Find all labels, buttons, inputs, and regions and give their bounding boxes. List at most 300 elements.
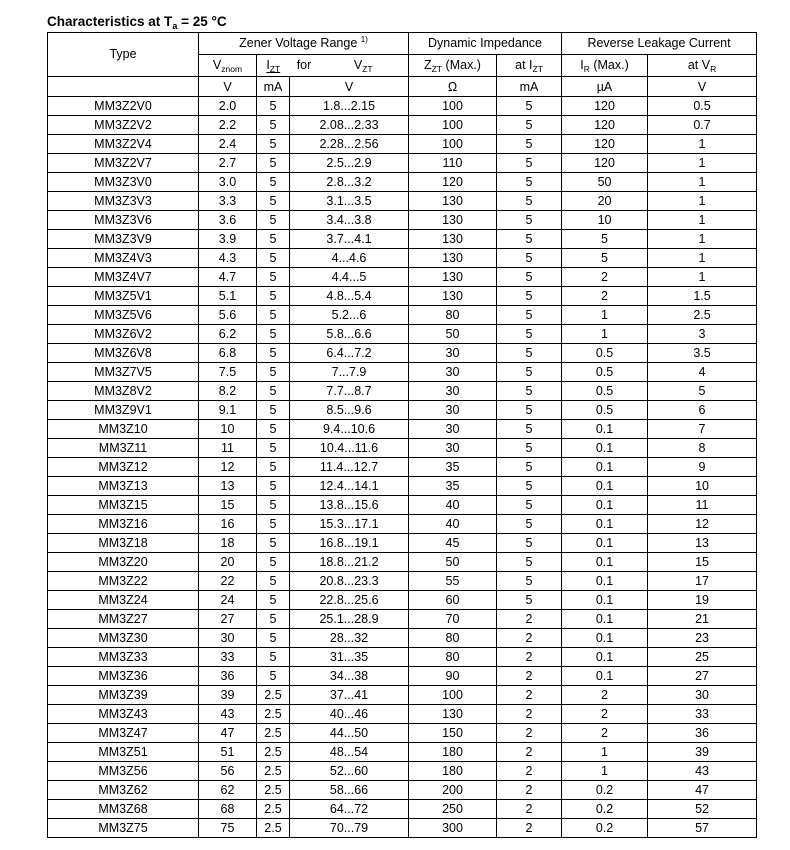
cell-at-izt: 2 <box>497 648 562 667</box>
cell-ir-max: 0.1 <box>562 648 648 667</box>
cell-vznom: 10 <box>199 420 257 439</box>
header-row-groups <box>48 33 757 55</box>
table-row <box>48 116 757 135</box>
cell-zzt-max: 130 <box>409 230 497 249</box>
cell-type: MM3Z7V5 <box>48 363 199 382</box>
cell-at-izt: 5 <box>497 572 562 591</box>
at-izt-header: at $I_{ZT}$ <box>497 55 562 77</box>
cell-izt: 5 <box>257 154 290 173</box>
cell-vzt-range: 3.1...3.5 <box>290 192 409 211</box>
cell-vznom: 15 <box>199 496 257 515</box>
cell-type: MM3Z47 <box>48 724 199 743</box>
cell-vznom: 6.8 <box>199 344 257 363</box>
cell-vzt-range: 31...35 <box>290 648 409 667</box>
vznom-header: $V_{znom}$ <box>199 55 257 77</box>
cell-vznom: 9.1 <box>199 401 257 420</box>
cell-izt: 5 <box>257 192 290 211</box>
table-row <box>48 230 757 249</box>
cell-zzt-max: 110 <box>409 154 497 173</box>
cell-vznom: 5.6 <box>199 306 257 325</box>
cell-izt: 5 <box>257 401 290 420</box>
cell-vznom: 7.5 <box>199 363 257 382</box>
cell-zzt-max: 35 <box>409 458 497 477</box>
cell-at-vr: 11 <box>648 496 757 515</box>
cell-type: MM3Z30 <box>48 629 199 648</box>
cell-izt: 5 <box>257 553 290 572</box>
cell-vznom: 8.2 <box>199 382 257 401</box>
cell-at-izt: 5 <box>497 477 562 496</box>
cell-at-vr: 3 <box>648 325 757 344</box>
table-row <box>48 534 757 553</box>
cell-zzt-max: 55 <box>409 572 497 591</box>
cell-at-izt: 5 <box>497 154 562 173</box>
cell-zzt-max: 150 <box>409 724 497 743</box>
cell-ir-max: 2 <box>562 268 648 287</box>
cell-zzt-max: 30 <box>409 439 497 458</box>
cell-izt: 2.5 <box>257 800 290 819</box>
cell-type: MM3Z4V7 <box>48 268 199 287</box>
cell-vzt-range: 10.4...11.6 <box>290 439 409 458</box>
cell-type: MM3Z62 <box>48 781 199 800</box>
cell-vznom: 20 <box>199 553 257 572</box>
cell-vzt-range: 11.4...12.7 <box>290 458 409 477</box>
cell-izt: 2.5 <box>257 686 290 705</box>
cell-at-vr: 9 <box>648 458 757 477</box>
table-row <box>48 154 757 173</box>
cell-zzt-max: 35 <box>409 477 497 496</box>
cell-type: MM3Z18 <box>48 534 199 553</box>
cell-izt: 5 <box>257 496 290 515</box>
cell-vzt-range: 3.4...3.8 <box>290 211 409 230</box>
table-row <box>48 211 757 230</box>
cell-izt: 5 <box>257 591 290 610</box>
cell-vzt-range: 16.8...19.1 <box>290 534 409 553</box>
table-row <box>48 686 757 705</box>
cell-at-vr: 1 <box>648 192 757 211</box>
cell-zzt-max: 130 <box>409 211 497 230</box>
type-header: Type <box>48 33 199 77</box>
cell-vzt-range: 2.8...3.2 <box>290 173 409 192</box>
table-row <box>48 363 757 382</box>
cell-at-izt: 2 <box>497 724 562 743</box>
cell-vzt-range: 5.8...6.6 <box>290 325 409 344</box>
cell-vzt-range: 7...7.9 <box>290 363 409 382</box>
cell-izt: 5 <box>257 420 290 439</box>
cell-izt: 5 <box>257 534 290 553</box>
cell-type: MM3Z10 <box>48 420 199 439</box>
cell-zzt-max: 70 <box>409 610 497 629</box>
cell-vznom: 2.7 <box>199 154 257 173</box>
cell-vzt-range: 48...54 <box>290 743 409 762</box>
table-row <box>48 553 757 572</box>
cell-vznom: 6.2 <box>199 325 257 344</box>
cell-vznom: 2.0 <box>199 97 257 116</box>
cell-vznom: 2.4 <box>199 135 257 154</box>
cell-vzt-range: 37...41 <box>290 686 409 705</box>
cell-at-vr: 43 <box>648 762 757 781</box>
cell-izt: 5 <box>257 515 290 534</box>
cell-vznom: 24 <box>199 591 257 610</box>
table-row <box>48 762 757 781</box>
cell-zzt-max: 250 <box>409 800 497 819</box>
table-row <box>48 667 757 686</box>
table-row <box>48 819 757 838</box>
cell-vzt-range: 2.08...2.33 <box>290 116 409 135</box>
cell-at-izt: 5 <box>497 211 562 230</box>
cell-zzt-max: 30 <box>409 363 497 382</box>
cell-izt: 2.5 <box>257 819 290 838</box>
cell-izt: 5 <box>257 648 290 667</box>
cell-izt: 2.5 <box>257 762 290 781</box>
cell-at-izt: 5 <box>497 515 562 534</box>
cell-vznom: 12 <box>199 458 257 477</box>
table-row <box>48 173 757 192</box>
cell-ir-max: 0.1 <box>562 610 648 629</box>
cell-izt: 5 <box>257 135 290 154</box>
cell-izt: 5 <box>257 610 290 629</box>
table-row <box>48 458 757 477</box>
cell-at-izt: 5 <box>497 135 562 154</box>
cell-izt: 5 <box>257 667 290 686</box>
cell-vzt-range: 28...32 <box>290 629 409 648</box>
cell-type: MM3Z33 <box>48 648 199 667</box>
cell-vzt-range: 15.3...17.1 <box>290 515 409 534</box>
cell-ir-max: 0.2 <box>562 800 648 819</box>
cell-izt: 5 <box>257 382 290 401</box>
cell-type: MM3Z2V0 <box>48 97 199 116</box>
table-row <box>48 97 757 116</box>
cell-at-vr: 39 <box>648 743 757 762</box>
cell-izt: 5 <box>257 477 290 496</box>
cell-zzt-max: 50 <box>409 553 497 572</box>
cell-type: MM3Z2V4 <box>48 135 199 154</box>
cell-at-izt: 5 <box>497 496 562 515</box>
cell-at-vr: 4 <box>648 363 757 382</box>
cell-at-izt: 5 <box>497 344 562 363</box>
table-row <box>48 705 757 724</box>
cell-ir-max: 0.1 <box>562 458 648 477</box>
cell-ir-max: 0.1 <box>562 591 648 610</box>
cell-ir-max: 0.2 <box>562 781 648 800</box>
cell-type: MM3Z43 <box>48 705 199 724</box>
type-unit-cell <box>48 77 199 97</box>
cell-at-vr: 25 <box>648 648 757 667</box>
table-row <box>48 477 757 496</box>
cell-ir-max: 2 <box>562 705 648 724</box>
cell-vzt-range: 1.8...2.15 <box>290 97 409 116</box>
cell-vzt-range: 9.4...10.6 <box>290 420 409 439</box>
cell-at-izt: 5 <box>497 97 562 116</box>
cell-type: MM3Z39 <box>48 686 199 705</box>
table-row <box>48 268 757 287</box>
cell-zzt-max: 45 <box>409 534 497 553</box>
cell-ir-max: 0.2 <box>562 819 648 838</box>
cell-zzt-max: 100 <box>409 116 497 135</box>
cell-vzt-range: 44...50 <box>290 724 409 743</box>
cell-vzt-range: 8.5...9.6 <box>290 401 409 420</box>
cell-ir-max: 0.1 <box>562 515 648 534</box>
unit-vzt: V <box>290 77 409 97</box>
cell-at-vr: 23 <box>648 629 757 648</box>
cell-ir-max: 1 <box>562 743 648 762</box>
cell-vzt-range: 6.4...7.2 <box>290 344 409 363</box>
cell-type: MM3Z8V2 <box>48 382 199 401</box>
cell-vzt-range: 2.28...2.56 <box>290 135 409 154</box>
cell-vznom: 36 <box>199 667 257 686</box>
cell-at-vr: 0.5 <box>648 97 757 116</box>
cell-at-vr: 3.5 <box>648 344 757 363</box>
cell-at-vr: 12 <box>648 515 757 534</box>
cell-type: MM3Z2V7 <box>48 154 199 173</box>
cell-type: MM3Z51 <box>48 743 199 762</box>
cell-at-izt: 5 <box>497 268 562 287</box>
cell-vznom: 39 <box>199 686 257 705</box>
cell-izt: 5 <box>257 458 290 477</box>
cell-ir-max: 20 <box>562 192 648 211</box>
cell-at-vr: 1.5 <box>648 287 757 306</box>
cell-izt: 5 <box>257 306 290 325</box>
cell-at-vr: 30 <box>648 686 757 705</box>
cell-izt: 5 <box>257 249 290 268</box>
cell-at-vr: 6 <box>648 401 757 420</box>
cell-at-vr: 27 <box>648 667 757 686</box>
cell-izt: 5 <box>257 629 290 648</box>
table-row <box>48 344 757 363</box>
cell-zzt-max: 80 <box>409 648 497 667</box>
cell-type: MM3Z24 <box>48 591 199 610</box>
vzt-header: $V_{ZT}$ <box>319 55 409 77</box>
table-row <box>48 382 757 401</box>
cell-vznom: 5.1 <box>199 287 257 306</box>
cell-zzt-max: 130 <box>409 192 497 211</box>
cell-at-izt: 5 <box>497 591 562 610</box>
cell-ir-max: 5 <box>562 249 648 268</box>
cell-at-vr: 1 <box>648 154 757 173</box>
cell-type: MM3Z6V8 <box>48 344 199 363</box>
characteristics-table <box>47 32 757 838</box>
cell-at-vr: 1 <box>648 173 757 192</box>
cell-zzt-max: 100 <box>409 135 497 154</box>
cell-vznom: 75 <box>199 819 257 838</box>
cell-zzt-max: 200 <box>409 781 497 800</box>
cell-at-izt: 2 <box>497 819 562 838</box>
dynamic-impedance-header: Dynamic Impedance <box>409 33 562 55</box>
cell-ir-max: 50 <box>562 173 648 192</box>
cell-at-vr: 1 <box>648 230 757 249</box>
cell-izt: 5 <box>257 230 290 249</box>
table-row <box>48 420 757 439</box>
zzt-header: $Z_{ZT}$ (Max.) <box>409 55 497 77</box>
cell-ir-max: 0.1 <box>562 553 648 572</box>
cell-at-vr: 10 <box>648 477 757 496</box>
cell-at-vr: 8 <box>648 439 757 458</box>
table-title: Characteristics at $T_a = 25$ °C <box>47 14 227 31</box>
cell-vzt-range: 12.4...14.1 <box>290 477 409 496</box>
cell-at-izt: 5 <box>497 325 562 344</box>
table-row <box>48 287 757 306</box>
cell-ir-max: 10 <box>562 211 648 230</box>
cell-vznom: 16 <box>199 515 257 534</box>
cell-vzt-range: 58...66 <box>290 781 409 800</box>
cell-vzt-range: 13.8...15.6 <box>290 496 409 515</box>
unit-vz: V <box>199 77 257 97</box>
cell-vzt-range: 52...60 <box>290 762 409 781</box>
cell-vznom: 68 <box>199 800 257 819</box>
cell-ir-max: 0.5 <box>562 401 648 420</box>
cell-type: MM3Z20 <box>48 553 199 572</box>
cell-at-izt: 2 <box>497 629 562 648</box>
cell-zzt-max: 40 <box>409 496 497 515</box>
cell-type: MM3Z68 <box>48 800 199 819</box>
header-row-units <box>48 77 757 97</box>
cell-at-izt: 5 <box>497 458 562 477</box>
table-row <box>48 572 757 591</box>
table-row <box>48 439 757 458</box>
cell-izt: 5 <box>257 572 290 591</box>
cell-ir-max: 0.1 <box>562 572 648 591</box>
table-row <box>48 591 757 610</box>
cell-type: MM3Z3V3 <box>48 192 199 211</box>
cell-at-vr: 52 <box>648 800 757 819</box>
cell-vzt-range: 70...79 <box>290 819 409 838</box>
table-row <box>48 610 757 629</box>
cell-type: MM3Z3V0 <box>48 173 199 192</box>
cell-at-izt: 2 <box>497 705 562 724</box>
cell-vzt-range: 5.2...6 <box>290 306 409 325</box>
cell-ir-max: 0.1 <box>562 439 648 458</box>
cell-izt: 5 <box>257 363 290 382</box>
cell-vzt-range: 22.8...25.6 <box>290 591 409 610</box>
cell-type: MM3Z2V2 <box>48 116 199 135</box>
cell-zzt-max: 180 <box>409 743 497 762</box>
cell-izt: 5 <box>257 97 290 116</box>
cell-vzt-range: 4.4...5 <box>290 268 409 287</box>
cell-vzt-range: 4...4.6 <box>290 249 409 268</box>
table-row <box>48 325 757 344</box>
cell-vzt-range: 7.7...8.7 <box>290 382 409 401</box>
cell-at-izt: 2 <box>497 686 562 705</box>
table-row <box>48 515 757 534</box>
cell-at-vr: 2.5 <box>648 306 757 325</box>
cell-at-vr: 21 <box>648 610 757 629</box>
cell-at-izt: 5 <box>497 173 562 192</box>
cell-zzt-max: 50 <box>409 325 497 344</box>
table-row <box>48 192 757 211</box>
cell-ir-max: 2 <box>562 724 648 743</box>
unit-izt: mA <box>257 77 290 97</box>
cell-at-vr: 7 <box>648 420 757 439</box>
cell-izt: 5 <box>257 439 290 458</box>
unit-at-izt: mA <box>497 77 562 97</box>
cell-vznom: 3.9 <box>199 230 257 249</box>
cell-zzt-max: 80 <box>409 629 497 648</box>
cell-vzt-range: 4.8...5.4 <box>290 287 409 306</box>
cell-ir-max: 0.1 <box>562 629 648 648</box>
cell-zzt-max: 100 <box>409 686 497 705</box>
cell-zzt-max: 130 <box>409 705 497 724</box>
cell-at-vr: 47 <box>648 781 757 800</box>
cell-zzt-max: 40 <box>409 515 497 534</box>
cell-vznom: 62 <box>199 781 257 800</box>
cell-type: MM3Z15 <box>48 496 199 515</box>
cell-vzt-range: 40...46 <box>290 705 409 724</box>
table-row <box>48 648 757 667</box>
cell-zzt-max: 130 <box>409 287 497 306</box>
cell-type: MM3Z4V3 <box>48 249 199 268</box>
cell-vzt-range: 18.8...21.2 <box>290 553 409 572</box>
cell-zzt-max: 30 <box>409 401 497 420</box>
cell-at-izt: 5 <box>497 116 562 135</box>
cell-vznom: 51 <box>199 743 257 762</box>
cell-izt: 5 <box>257 268 290 287</box>
cell-ir-max: 120 <box>562 154 648 173</box>
cell-at-izt: 5 <box>497 553 562 572</box>
cell-ir-max: 5 <box>562 230 648 249</box>
cell-ir-max: 0.1 <box>562 420 648 439</box>
cell-izt: 5 <box>257 173 290 192</box>
cell-vznom: 3.0 <box>199 173 257 192</box>
cell-vznom: 18 <box>199 534 257 553</box>
unit-ir: µA <box>562 77 648 97</box>
cell-vznom: 27 <box>199 610 257 629</box>
cell-ir-max: 1 <box>562 306 648 325</box>
cell-vznom: 3.6 <box>199 211 257 230</box>
cell-vzt-range: 25.1...28.9 <box>290 610 409 629</box>
cell-at-izt: 5 <box>497 287 562 306</box>
cell-at-izt: 5 <box>497 420 562 439</box>
cell-zzt-max: 180 <box>409 762 497 781</box>
cell-at-izt: 5 <box>497 401 562 420</box>
cell-vznom: 4.7 <box>199 268 257 287</box>
cell-ir-max: 1 <box>562 325 648 344</box>
cell-at-izt: 2 <box>497 781 562 800</box>
cell-at-vr: 19 <box>648 591 757 610</box>
cell-zzt-max: 130 <box>409 249 497 268</box>
cell-at-izt: 2 <box>497 667 562 686</box>
cell-vzt-range: 2.5...2.9 <box>290 154 409 173</box>
cell-at-izt: 5 <box>497 382 562 401</box>
table-row <box>48 306 757 325</box>
cell-at-vr: 1 <box>648 268 757 287</box>
table-row <box>48 724 757 743</box>
cell-vzt-range: 3.7...4.1 <box>290 230 409 249</box>
cell-izt: 2.5 <box>257 705 290 724</box>
cell-zzt-max: 30 <box>409 344 497 363</box>
cell-zzt-max: 120 <box>409 173 497 192</box>
cell-zzt-max: 90 <box>409 667 497 686</box>
cell-ir-max: 0.1 <box>562 667 648 686</box>
cell-ir-max: 0.5 <box>562 363 648 382</box>
cell-ir-max: 2 <box>562 686 648 705</box>
cell-at-vr: 0.7 <box>648 116 757 135</box>
cell-vznom: 30 <box>199 629 257 648</box>
cell-at-izt: 2 <box>497 610 562 629</box>
cell-izt: 5 <box>257 211 290 230</box>
cell-zzt-max: 60 <box>409 591 497 610</box>
cell-at-izt: 5 <box>497 192 562 211</box>
cell-at-izt: 5 <box>497 534 562 553</box>
cell-type: MM3Z3V6 <box>48 211 199 230</box>
cell-at-vr: 57 <box>648 819 757 838</box>
zener-voltage-range-header: Zener Voltage Range $^{1)}$ <box>199 33 409 55</box>
cell-izt: 5 <box>257 287 290 306</box>
cell-izt: 5 <box>257 116 290 135</box>
cell-at-izt: 5 <box>497 439 562 458</box>
cell-vznom: 22 <box>199 572 257 591</box>
izt-header: $I_{ZT}$ <box>257 55 290 77</box>
cell-vznom: 56 <box>199 762 257 781</box>
cell-ir-max: 0.5 <box>562 382 648 401</box>
